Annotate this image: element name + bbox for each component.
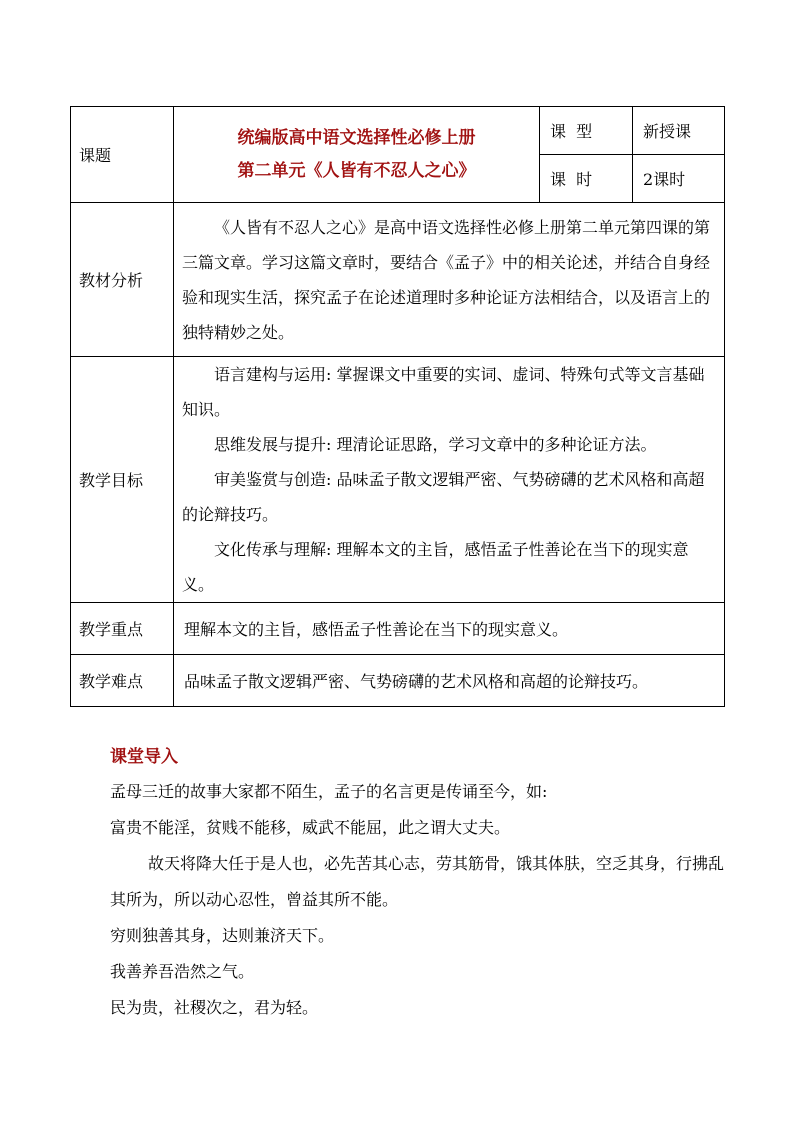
intro-line: 富贵不能淫，贫贱不能移，威武不能屈，此之谓大丈夫。 xyxy=(110,818,511,837)
key-point-label: 教学重点 xyxy=(71,603,174,655)
intro-line: 孟母三迁的故事大家都不陌生，孟子的名言更是传诵至今，如: xyxy=(110,782,548,801)
goals-cell xyxy=(174,357,725,603)
lesson-title-line2: 第二单元《人皆有不忍人之心》 xyxy=(237,160,476,181)
class-intro-section xyxy=(110,740,730,1026)
intro-line: 我善养吾浩然之气。 xyxy=(110,962,255,981)
goal-item: 审美鉴赏与创造: 品味孟子散文逻辑严密、气势磅礴的艺术风格和高超的论辩技巧。 xyxy=(182,470,705,524)
difficult-point-text: 品味孟子散文逻辑严密、气势磅礴的艺术风格和高超的论辩技巧。 xyxy=(174,655,725,707)
lesson-title-line1: 统编版高中语文选择性必修上册 xyxy=(237,127,476,148)
intro-line: 穷则独善其身，达则兼济天下。 xyxy=(110,926,335,945)
goals-label: 教学目标 xyxy=(71,357,174,603)
analysis-label: 教材分析 xyxy=(71,203,174,357)
goal-item: 文化传承与理解: 理解本文的主旨，感悟孟子性善论在当下的现实意义。 xyxy=(182,540,689,594)
difficult-point-label: 教学难点 xyxy=(71,655,174,707)
intro-title: 课堂导入 xyxy=(110,747,178,767)
intro-line: 民为贵，社稷次之，君为轻。 xyxy=(110,998,319,1017)
lesson-type-label: 课 型 xyxy=(540,107,633,155)
lesson-title-cell xyxy=(174,107,540,203)
lesson-type-value: 新授课 xyxy=(633,107,725,155)
goal-item: 语言建构与运用: 掌握课文中重要的实词、虚词、特殊句式等文言基础知识。 xyxy=(182,365,705,419)
lesson-hours-label: 课 时 xyxy=(540,155,633,203)
intro-line xyxy=(72,846,730,918)
analysis-text: 《人皆有不忍人之心》是高中语文选择性必修上册第二单元第四课的第三篇文章。学习这篇文章时，要结合《孟子》中的相关论述，并结合自身经验和现实生活，探究孟子在论述道理时多种论证方法相结合，以及语言上的独特精妙之处。 xyxy=(182,217,711,342)
analysis-cell xyxy=(174,203,725,357)
intro-line-text: 故天将降大任于是人也，必先苦其心志，劳其筋骨，饿其体肤，空乏其身，行拂乱其所为，所以动心忍性，曾益其所不能。 xyxy=(110,854,725,909)
key-point-text: 理解本文的主旨，感悟孟子性善论在当下的现实意义。 xyxy=(174,603,725,655)
topic-label: 课题 xyxy=(71,107,174,203)
lesson-hours-value: 2课时 xyxy=(633,155,725,203)
goal-item: 思维发展与提升: 理清论证思路，学习文章中的多种论证方法。 xyxy=(214,435,657,454)
lesson-plan-table xyxy=(70,106,725,707)
